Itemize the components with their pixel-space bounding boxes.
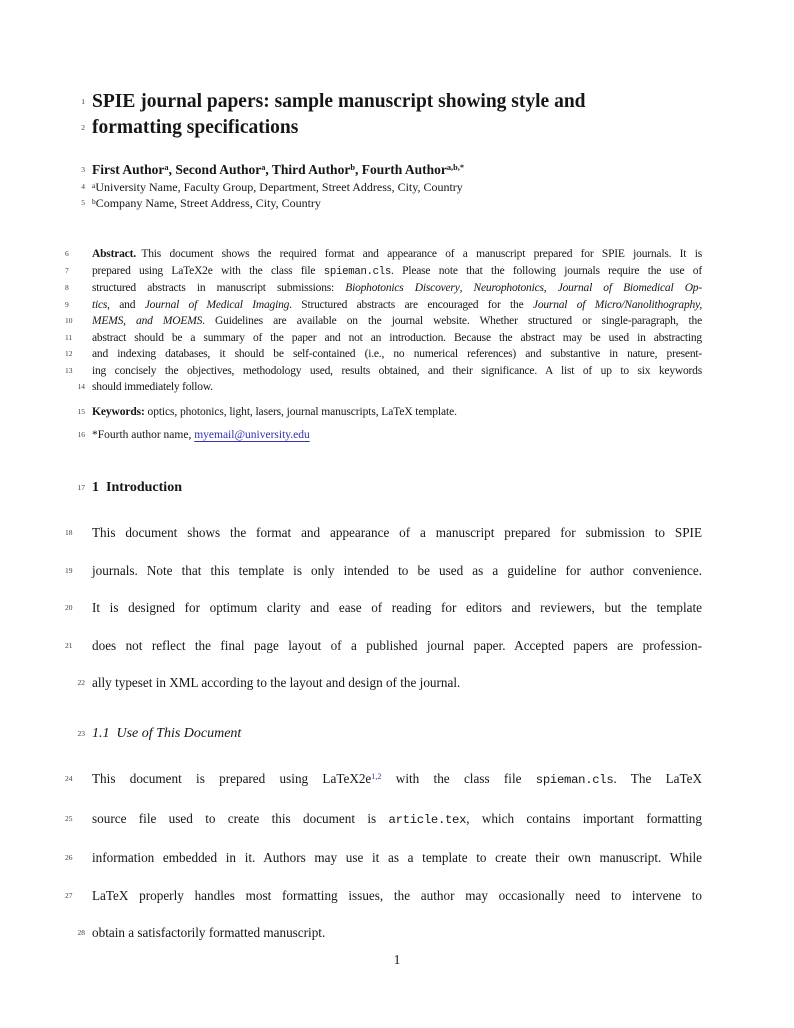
citation-link[interactable]: 1,2	[371, 772, 382, 782]
line	[65, 313, 702, 330]
line	[65, 627, 702, 665]
text-segment: Biophotonics Discovery	[345, 282, 460, 294]
text-segment: Keywords:	[92, 405, 145, 418]
code-text: spieman.cls	[535, 773, 614, 787]
text-segment: formatting specifications	[92, 117, 299, 138]
text-segment: , Fourth Author	[354, 162, 447, 177]
text-segment: ,	[543, 282, 558, 294]
text-segment: First Author	[92, 162, 165, 177]
line-number: 4	[81, 182, 85, 191]
text-segment: information embedded in it. Authors may use it as a template to create their own manuscript. While	[92, 850, 702, 865]
line-number: 25	[65, 813, 73, 823]
line	[81, 179, 702, 195]
line-number: 21	[65, 640, 73, 650]
text-segment: a,b,*	[446, 163, 465, 173]
line	[81, 160, 702, 179]
line-number: 26	[65, 853, 73, 862]
line-number: 20	[65, 603, 73, 612]
superscript	[92, 197, 96, 206]
section-heading	[77, 478, 702, 498]
text-segment: 1 Introduction	[92, 479, 182, 495]
line-number: 17	[77, 482, 85, 492]
line	[65, 246, 702, 263]
text-segment: b	[92, 196, 96, 206]
authors	[81, 160, 702, 179]
text-segment: Abstract.	[92, 248, 136, 260]
line-number: 2	[81, 123, 85, 132]
line	[77, 724, 702, 744]
line	[65, 800, 702, 840]
superscript	[350, 163, 355, 172]
line	[77, 404, 702, 421]
text-segment: . The LaTeX	[613, 771, 703, 786]
line-number: 5	[81, 198, 85, 207]
text-segment: . Guidelines are available on the journal website. Whether structured or single-paragraph, the	[202, 315, 702, 327]
affiliation	[81, 179, 702, 211]
line-number: 14	[77, 382, 85, 391]
text-segment: prepared using LaTeX2e with the class file	[92, 264, 324, 277]
line	[65, 297, 703, 314]
superscript	[447, 163, 464, 172]
text-segment: . Please note that the following journals require the use of	[391, 264, 702, 277]
code-text: article.tex	[388, 812, 467, 827]
text-segment: This document shows the format and appearance of a manuscript prepared for submission to SPIE	[92, 525, 702, 540]
line	[65, 363, 702, 380]
text-segment: . Structured abstracts are encouraged for the	[289, 298, 533, 311]
line	[77, 427, 702, 444]
text-segment: 1.1 Use of This Document	[92, 725, 242, 741]
text-segment: Company Name, Street Address, City, Country	[95, 196, 321, 210]
line	[65, 877, 702, 915]
text-segment: , Third Author	[265, 162, 351, 177]
text-segment: with the class file	[381, 771, 536, 786]
email	[77, 427, 702, 444]
text-segment: , which contains important formatting	[466, 810, 702, 826]
text-segment: ally typeset in XML according to the layout and design of the journal.	[92, 675, 461, 690]
text-segment: source file used to create this document is	[92, 810, 389, 826]
code-text: spieman.cls	[323, 265, 392, 278]
text-segment: b	[350, 163, 355, 173]
text-segment: , and	[107, 298, 145, 311]
text-segment: This document shows the required format and appearance of a manuscript prepared for SPIE journals. It is	[135, 248, 702, 260]
text-segment: Journal of Medical Imaging	[144, 298, 290, 311]
paragraph	[65, 514, 702, 702]
text-segment: a	[92, 180, 96, 190]
line-number: 12	[65, 349, 73, 358]
line	[65, 760, 703, 800]
keywords	[77, 404, 702, 421]
text-segment: University Name, Faculty Group, Department, Street Address, City, Country	[95, 180, 463, 194]
text-segment: This document is prepared using LaTeX2e	[92, 771, 372, 786]
line-number: 24	[65, 774, 73, 783]
text-segment: journals. Note that this template is only intended to be used as a guideline for author convenience.	[92, 562, 702, 578]
text-segment: MEMS, and MOEMS	[92, 315, 203, 327]
line	[65, 839, 702, 877]
line	[77, 914, 702, 952]
line-number: 18	[65, 528, 73, 537]
text-segment: Journal of Micro/Nanolithography,	[532, 298, 703, 311]
text-segment: abstract should be a summary of the paper and not an introduction. Because the abstract may be used in abstracting	[92, 331, 702, 344]
page-number: 1	[393, 952, 401, 967]
text-segment: does not reflect the final page layout of a published journal paper. Accepted papers are profession-	[92, 637, 702, 653]
text-segment: ing concisely the objectives, methodology used, results obtained, and their significance. A list of up to six keywords	[92, 364, 702, 377]
text-segment: It is designed for optimum clarity and ease of reading for editors and reviewers, but the template	[92, 600, 702, 615]
line	[81, 115, 702, 141]
text-segment: a	[164, 163, 169, 173]
line-number: 6	[65, 249, 69, 258]
text-segment: and indexing databases, it should be self-contained (i.e., no numerical references) and substantive in nature, present-	[92, 348, 702, 360]
text-segment: a	[261, 163, 266, 173]
title	[81, 89, 702, 141]
line	[65, 280, 702, 297]
email-link[interactable]: myemail@university.edu	[194, 429, 310, 441]
superscript	[261, 163, 265, 172]
text-segment: Neurophotonics	[473, 282, 544, 294]
line-number: 16	[77, 430, 85, 439]
line-number: 3	[81, 165, 85, 174]
line-number: 11	[65, 332, 73, 342]
text-segment: Journal of Biomedical Op-	[557, 282, 702, 294]
line	[77, 379, 702, 396]
line-number: 9	[65, 299, 69, 309]
line-number: 15	[77, 406, 85, 416]
line-number: 23	[77, 728, 85, 738]
abstract	[65, 246, 703, 396]
line	[65, 346, 702, 363]
text-segment: ,	[459, 282, 474, 294]
line-number: 10	[65, 316, 73, 325]
subsection-heading	[77, 724, 702, 744]
text-segment: should immediately follow.	[92, 381, 213, 393]
line-number: 27	[65, 890, 73, 900]
text-segment: LaTeX properly handles most formatting issues, the author may occasionally need to intervene to	[92, 887, 702, 903]
text-segment: tics	[92, 298, 108, 311]
line-number: 19	[65, 565, 73, 575]
line-number: 1	[81, 97, 85, 106]
line	[65, 330, 702, 347]
line-number: 22	[77, 678, 85, 687]
line	[65, 514, 702, 552]
text-segment: , Second Author	[168, 162, 262, 177]
line	[65, 589, 702, 627]
text-segment: optics, photonics, light, lasers, journal manuscripts, LaTeX template.	[144, 405, 457, 418]
line	[81, 195, 702, 211]
superscript	[164, 163, 168, 172]
superscript	[371, 772, 381, 781]
text-segment: obtain a satisfactorily formatted manuscript.	[92, 925, 326, 940]
line	[65, 552, 702, 590]
line-number: 7	[65, 265, 69, 275]
line	[77, 478, 702, 498]
line-number: 13	[65, 365, 73, 375]
text-segment: *Fourth author name,	[92, 429, 195, 441]
line	[77, 664, 702, 702]
line	[65, 263, 702, 281]
paragraph	[65, 760, 703, 952]
text-segment: structured abstracts in manuscript submissions:	[92, 282, 346, 294]
line	[81, 89, 702, 115]
document-body	[65, 0, 703, 952]
line-number: 28	[77, 928, 85, 937]
superscript	[92, 181, 95, 190]
line-number: 8	[65, 283, 69, 292]
text-segment: SPIE journal papers: sample manuscript showing style and	[92, 91, 586, 112]
